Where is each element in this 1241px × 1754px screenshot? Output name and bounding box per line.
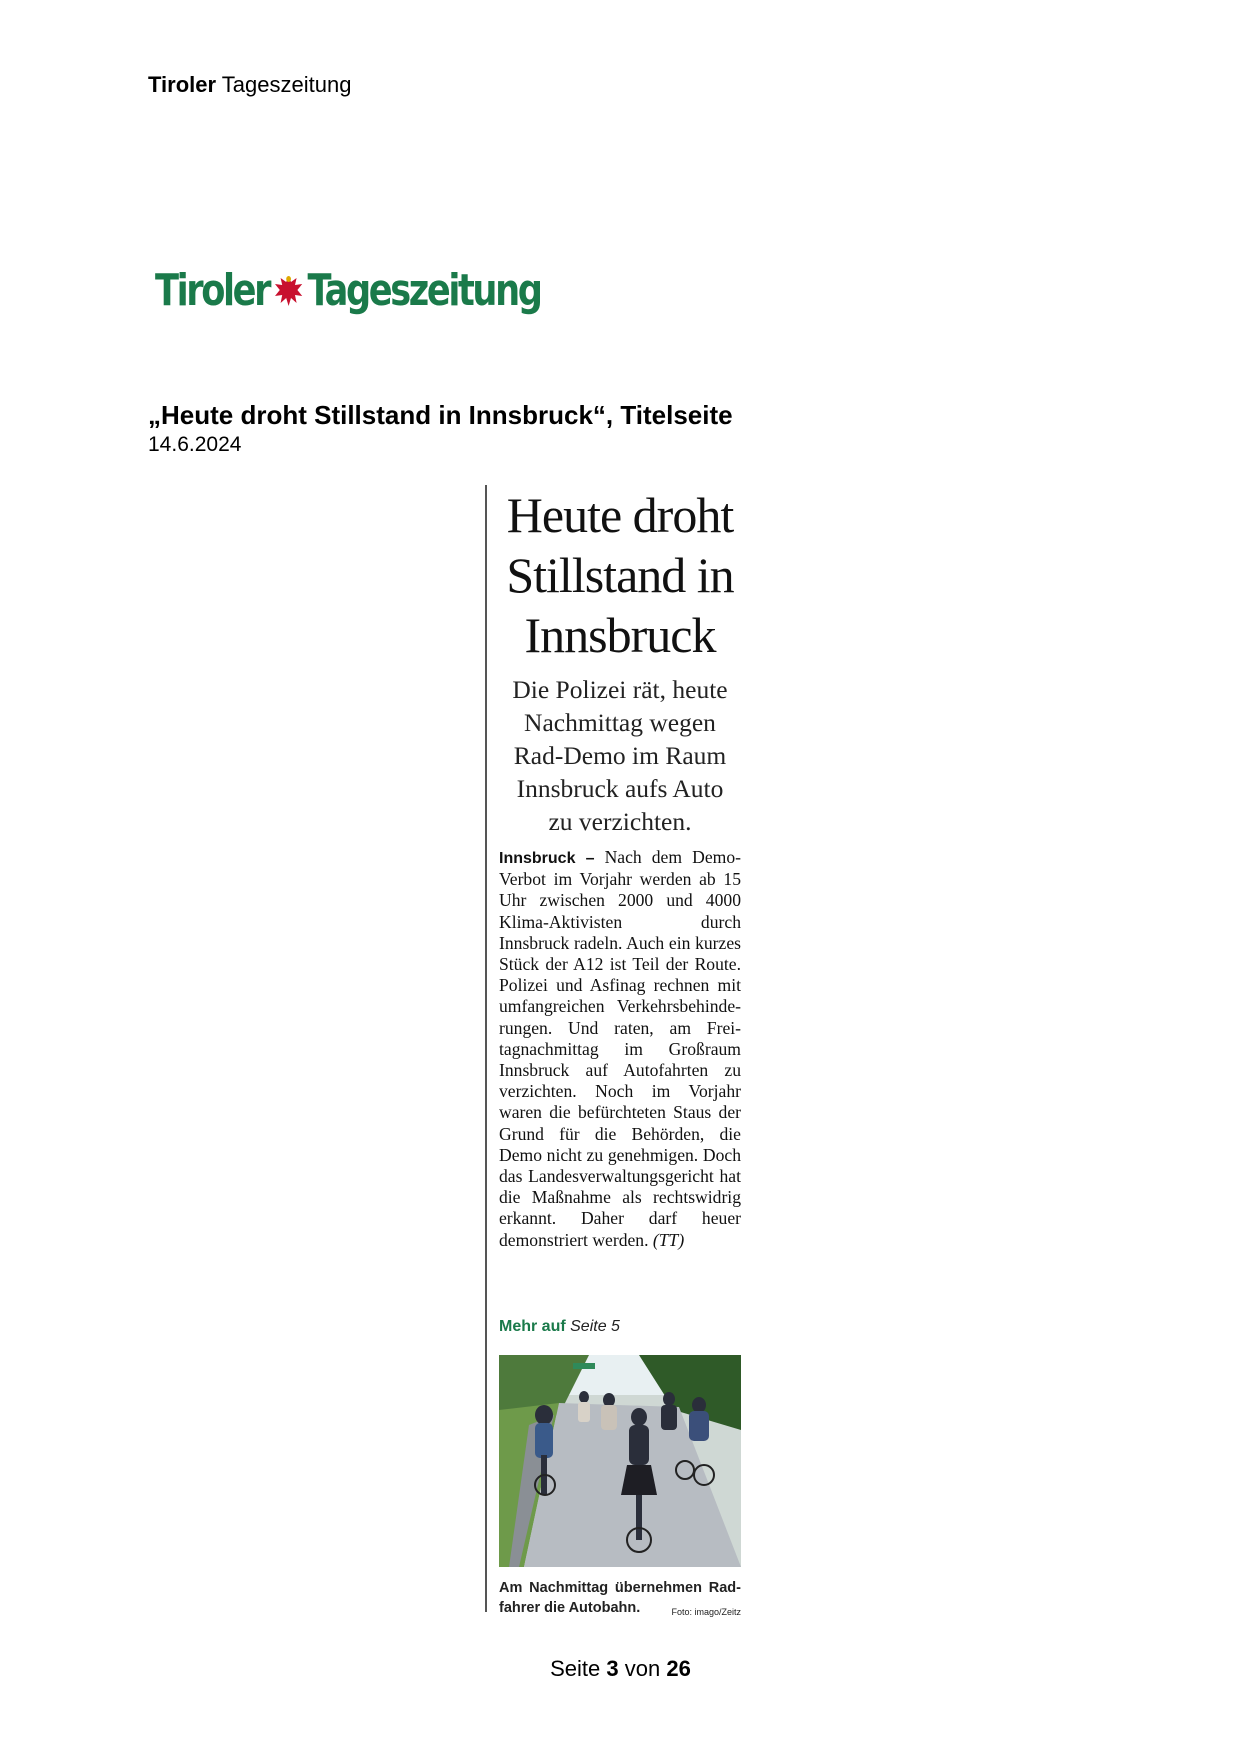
article-body-text: Nach dem Demo-Verbot im Vorjahr werden ab 15 Uhr zwischen 2000 und 4000 Klima-Aktivisten durch Innsbruck radeln. Auch ein kurzes Stück der A12 ist Teil der Route. Polizei und Asfinag rechnen mit umfangreichen Verkehrsbehinderungen. Und raten, am Freitagnachmittag im Großraum Innsbruck auf Autofahrten zu verzichten. Noch im Vorjahr waren die befürchteten Staus der Grund für die Behörden, die Demo nicht zu genehmigen. Doch das Landesverwaltungsgericht hat die Maßnahme als rechtswidrig erkannt. Daher darf heuer demonstriert werden. <box>499 847 741 1250</box>
article-byline: (TT) <box>652 1229 685 1250</box>
subhead-line: Innsbruck aufs Auto <box>516 774 724 803</box>
more-page: Seite 5 <box>570 1318 620 1335</box>
document-date: 14.6.2024 <box>148 433 242 456</box>
photo-caption <box>499 1578 741 1622</box>
subhead-line: Rad-Demo im Raum <box>513 741 727 770</box>
footer-total-pages: 26 <box>666 1656 691 1681</box>
subhead-line: Nachmittag wegen <box>524 708 716 737</box>
photo-credit: Foto: imago/Zeitz <box>671 1607 741 1617</box>
page-header <box>148 72 351 98</box>
article-headline <box>495 485 745 665</box>
article-subheadline <box>495 673 745 838</box>
tyrolean-eagle-icon <box>272 270 304 310</box>
article-body <box>499 847 741 1251</box>
newspaper-clipping <box>485 485 742 1617</box>
article-dateline: Innsbruck – <box>499 850 595 867</box>
footer-prefix: Seite <box>550 1656 601 1681</box>
logo-text-2: Tageszeitung <box>307 264 541 316</box>
header-brand-bold: Tiroler <box>148 72 217 97</box>
article-photo <box>499 1355 741 1567</box>
headline-line: Stillstand in <box>506 547 734 603</box>
subhead-line: zu verzichten. <box>548 807 692 836</box>
more-label: Mehr auf <box>499 1318 566 1335</box>
newspaper-logo <box>155 262 541 318</box>
header-brand-rest: Tageszeitung <box>221 72 352 97</box>
subhead-line: Die Polizei rät, heute <box>512 675 728 704</box>
document-title: „Heute droht Stillstand in Innsbruck“, Titelseite <box>148 400 733 430</box>
footer-current-page: 3 <box>606 1656 619 1681</box>
footer-middle: von <box>624 1656 661 1681</box>
more-reference <box>499 1318 620 1336</box>
logo-text-1: Tiroler <box>155 264 270 316</box>
page-footer <box>0 1656 1241 1682</box>
headline-line: Heute droht <box>506 487 734 543</box>
headline-line: Innsbruck <box>524 607 716 663</box>
caption-text: Am Nachmittag übernehmen Radfahrer die Autobahn. <box>499 1580 741 1616</box>
